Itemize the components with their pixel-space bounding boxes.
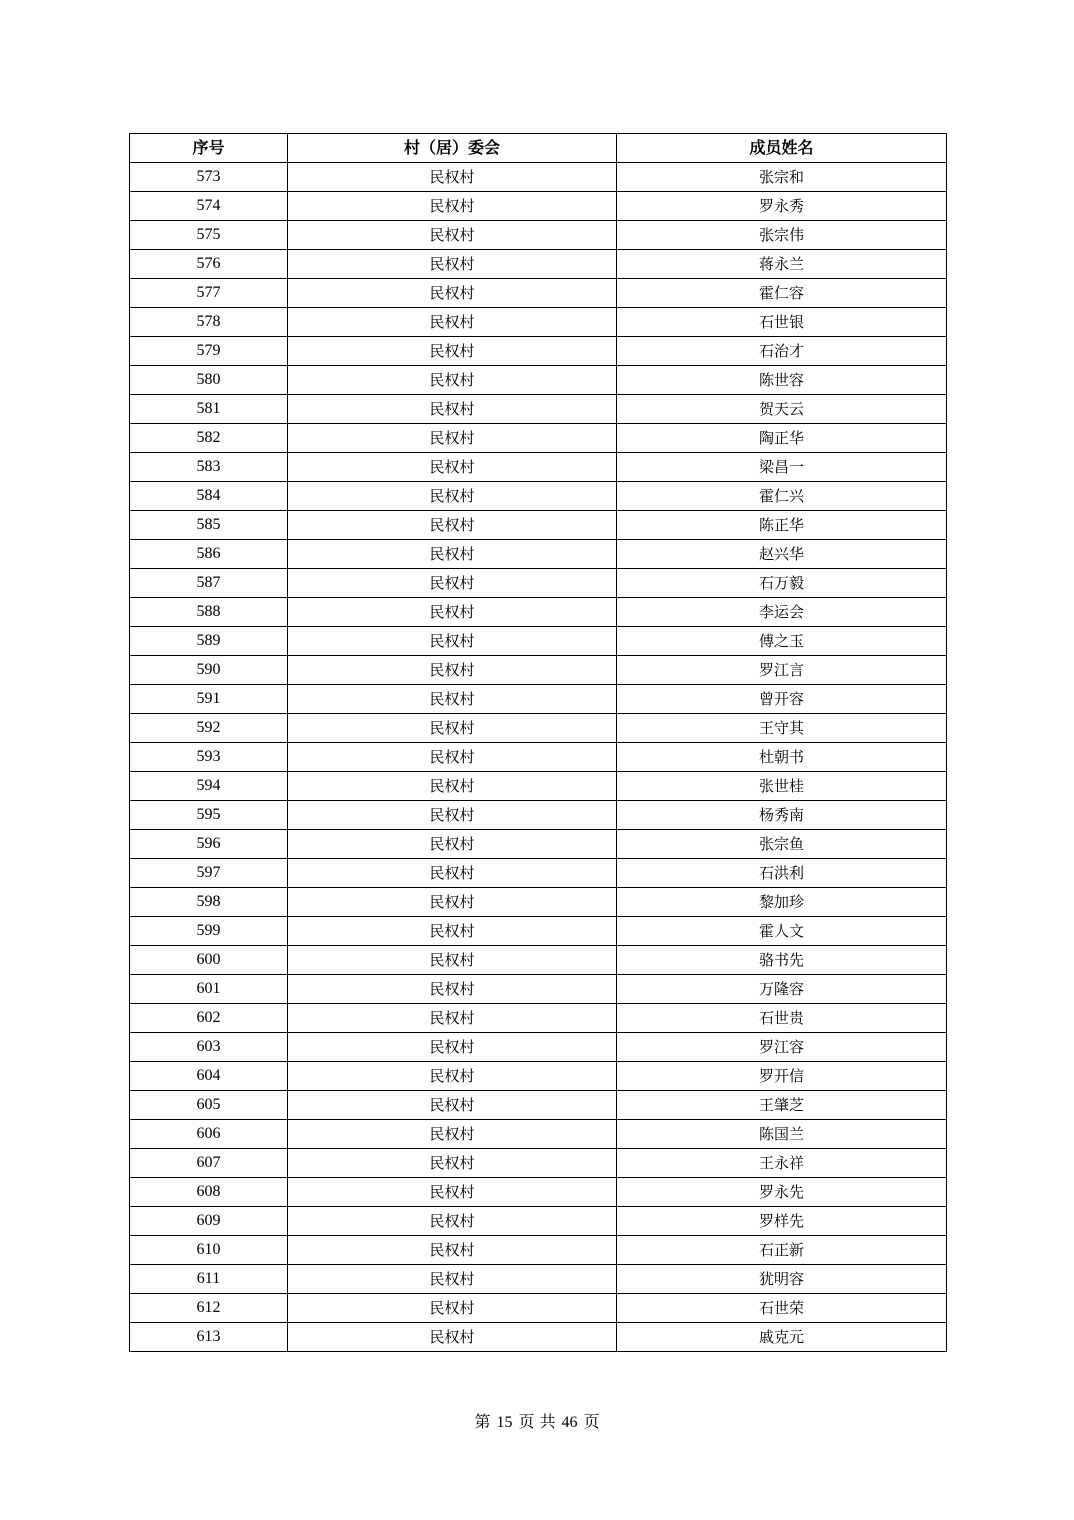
- cell-member-name: 王永祥: [617, 1149, 947, 1178]
- cell-member-name: 石正新: [617, 1236, 947, 1265]
- cell-serial-number: 581: [130, 395, 288, 424]
- table-row: [130, 598, 947, 627]
- cell-serial-number: 583: [130, 453, 288, 482]
- cell-member-name: 王守其: [617, 714, 947, 743]
- cell-serial-number: 580: [130, 366, 288, 395]
- cell-village-committee: 民权村: [288, 395, 617, 424]
- cell-village-committee: 民权村: [288, 1033, 617, 1062]
- table-row: [130, 1265, 947, 1294]
- footer-page-number: 15: [496, 1414, 513, 1431]
- cell-village-committee: 民权村: [288, 1323, 617, 1352]
- cell-village-committee: 民权村: [288, 1004, 617, 1033]
- cell-serial-number: 589: [130, 627, 288, 656]
- cell-village-committee: 民权村: [288, 1091, 617, 1120]
- table-row: [130, 1033, 947, 1062]
- cell-serial-number: 607: [130, 1149, 288, 1178]
- cell-serial-number: 601: [130, 975, 288, 1004]
- footer-total-pages: 46: [561, 1414, 578, 1431]
- table-row: [130, 337, 947, 366]
- cell-member-name: 杨秀南: [617, 801, 947, 830]
- cell-village-committee: 民权村: [288, 279, 617, 308]
- cell-village-committee: 民权村: [288, 221, 617, 250]
- table-row: [130, 685, 947, 714]
- cell-member-name: 罗开信: [617, 1062, 947, 1091]
- cell-village-committee: 民权村: [288, 1265, 617, 1294]
- cell-member-name: 曾开容: [617, 685, 947, 714]
- cell-serial-number: 595: [130, 801, 288, 830]
- cell-village-committee: 民权村: [288, 511, 617, 540]
- cell-village-committee: 民权村: [288, 1207, 617, 1236]
- table-row: [130, 395, 947, 424]
- cell-member-name: 石世贵: [617, 1004, 947, 1033]
- cell-serial-number: 613: [130, 1323, 288, 1352]
- table-row: [130, 946, 947, 975]
- cell-serial-number: 593: [130, 743, 288, 772]
- cell-village-committee: 民权村: [288, 685, 617, 714]
- table-row: [130, 279, 947, 308]
- cell-village-committee: 民权村: [288, 1149, 617, 1178]
- cell-member-name: 霍人文: [617, 917, 947, 946]
- cell-serial-number: 585: [130, 511, 288, 540]
- table-row: [130, 1062, 947, 1091]
- cell-village-committee: 民权村: [288, 859, 617, 888]
- cell-serial-number: 576: [130, 250, 288, 279]
- cell-village-committee: 民权村: [288, 569, 617, 598]
- cell-serial-number: 597: [130, 859, 288, 888]
- cell-serial-number: 604: [130, 1062, 288, 1091]
- table-row: [130, 743, 947, 772]
- cell-serial-number: 590: [130, 656, 288, 685]
- cell-serial-number: 605: [130, 1091, 288, 1120]
- cell-member-name: 贺天云: [617, 395, 947, 424]
- table-row: [130, 1004, 947, 1033]
- table-row: [130, 1236, 947, 1265]
- cell-member-name: 傅之玉: [617, 627, 947, 656]
- table-row: [130, 1323, 947, 1352]
- member-table: [129, 133, 947, 1352]
- table-row: [130, 627, 947, 656]
- header-member-name: 成员姓名: [617, 134, 947, 163]
- cell-member-name: 梁昌一: [617, 453, 947, 482]
- cell-serial-number: 603: [130, 1033, 288, 1062]
- cell-village-committee: 民权村: [288, 714, 617, 743]
- cell-member-name: 石治才: [617, 337, 947, 366]
- table-row: [130, 1120, 947, 1149]
- cell-member-name: 陈国兰: [617, 1120, 947, 1149]
- table-row: [130, 1294, 947, 1323]
- table-row: [130, 424, 947, 453]
- footer-middle: 页 共: [518, 1412, 556, 1431]
- cell-village-committee: 民权村: [288, 337, 617, 366]
- cell-serial-number: 599: [130, 917, 288, 946]
- cell-member-name: 杜朝书: [617, 743, 947, 772]
- cell-village-committee: 民权村: [288, 1062, 617, 1091]
- cell-member-name: 霍仁容: [617, 279, 947, 308]
- cell-member-name: 罗永先: [617, 1178, 947, 1207]
- cell-member-name: 张宗鱼: [617, 830, 947, 859]
- table-row: [130, 1091, 947, 1120]
- cell-village-committee: 民权村: [288, 598, 617, 627]
- cell-member-name: 戚克元: [617, 1323, 947, 1352]
- cell-member-name: 张世桂: [617, 772, 947, 801]
- cell-serial-number: 579: [130, 337, 288, 366]
- table-row: [130, 830, 947, 859]
- cell-village-committee: 民权村: [288, 627, 617, 656]
- table-row: [130, 888, 947, 917]
- table-row: [130, 308, 947, 337]
- cell-member-name: 张宗伟: [617, 221, 947, 250]
- cell-serial-number: 575: [130, 221, 288, 250]
- cell-member-name: 罗永秀: [617, 192, 947, 221]
- cell-serial-number: 610: [130, 1236, 288, 1265]
- table-body: [130, 163, 947, 1352]
- cell-village-committee: 民权村: [288, 250, 617, 279]
- table-row: [130, 366, 947, 395]
- table-row: [130, 1207, 947, 1236]
- cell-serial-number: 602: [130, 1004, 288, 1033]
- table-row: [130, 569, 947, 598]
- footer-suffix: 页: [583, 1412, 600, 1431]
- table-row: [130, 859, 947, 888]
- cell-member-name: 陈世容: [617, 366, 947, 395]
- cell-village-committee: 民权村: [288, 192, 617, 221]
- cell-member-name: 骆书先: [617, 946, 947, 975]
- cell-village-committee: 民权村: [288, 830, 617, 859]
- cell-serial-number: 611: [130, 1265, 288, 1294]
- cell-village-committee: 民权村: [288, 540, 617, 569]
- table-row: [130, 482, 947, 511]
- cell-serial-number: 596: [130, 830, 288, 859]
- cell-member-name: 王肇芝: [617, 1091, 947, 1120]
- cell-serial-number: 600: [130, 946, 288, 975]
- table-header-row: [130, 134, 947, 163]
- cell-village-committee: 民权村: [288, 1236, 617, 1265]
- cell-member-name: 陶正华: [617, 424, 947, 453]
- cell-serial-number: 577: [130, 279, 288, 308]
- cell-member-name: 犹明容: [617, 1265, 947, 1294]
- cell-village-committee: 民权村: [288, 801, 617, 830]
- cell-serial-number: 608: [130, 1178, 288, 1207]
- cell-village-committee: 民权村: [288, 772, 617, 801]
- cell-serial-number: 586: [130, 540, 288, 569]
- table-row: [130, 714, 947, 743]
- cell-member-name: 蒋永兰: [617, 250, 947, 279]
- table-row: [130, 975, 947, 1004]
- header-village-committee: 村（居）委会: [288, 134, 617, 163]
- header-serial-number: 序号: [130, 134, 288, 163]
- cell-member-name: 万隆容: [617, 975, 947, 1004]
- cell-village-committee: 民权村: [288, 424, 617, 453]
- cell-member-name: 石洪利: [617, 859, 947, 888]
- cell-village-committee: 民权村: [288, 1294, 617, 1323]
- cell-village-committee: 民权村: [288, 1178, 617, 1207]
- cell-member-name: 张宗和: [617, 163, 947, 192]
- cell-member-name: 霍仁兴: [617, 482, 947, 511]
- cell-village-committee: 民权村: [288, 453, 617, 482]
- table-row: [130, 540, 947, 569]
- cell-serial-number: 612: [130, 1294, 288, 1323]
- cell-village-committee: 民权村: [288, 917, 617, 946]
- footer-prefix: 第: [474, 1412, 491, 1431]
- cell-serial-number: 588: [130, 598, 288, 627]
- cell-village-committee: 民权村: [288, 946, 617, 975]
- cell-member-name: 石世银: [617, 308, 947, 337]
- cell-village-committee: 民权村: [288, 975, 617, 1004]
- table-row: [130, 221, 947, 250]
- cell-serial-number: 587: [130, 569, 288, 598]
- cell-village-committee: 民权村: [288, 163, 617, 192]
- table-row: [130, 453, 947, 482]
- cell-village-committee: 民权村: [288, 743, 617, 772]
- table-row: [130, 1178, 947, 1207]
- cell-village-committee: 民权村: [288, 308, 617, 337]
- table-row: [130, 511, 947, 540]
- page-footer: [0, 1409, 1074, 1432]
- cell-serial-number: 573: [130, 163, 288, 192]
- cell-village-committee: 民权村: [288, 482, 617, 511]
- table-row: [130, 656, 947, 685]
- cell-serial-number: 592: [130, 714, 288, 743]
- cell-member-name: 李运会: [617, 598, 947, 627]
- table-row: [130, 772, 947, 801]
- cell-member-name: 赵兴华: [617, 540, 947, 569]
- cell-member-name: 罗江容: [617, 1033, 947, 1062]
- table-row: [130, 1149, 947, 1178]
- table-row: [130, 163, 947, 192]
- cell-serial-number: 584: [130, 482, 288, 511]
- cell-member-name: 陈正华: [617, 511, 947, 540]
- cell-member-name: 黎加珍: [617, 888, 947, 917]
- cell-serial-number: 606: [130, 1120, 288, 1149]
- cell-member-name: 罗样先: [617, 1207, 947, 1236]
- cell-member-name: 石万毅: [617, 569, 947, 598]
- table-row: [130, 801, 947, 830]
- table-row: [130, 917, 947, 946]
- cell-village-committee: 民权村: [288, 366, 617, 395]
- cell-member-name: 石世荣: [617, 1294, 947, 1323]
- cell-member-name: 罗江言: [617, 656, 947, 685]
- cell-serial-number: 591: [130, 685, 288, 714]
- cell-serial-number: 582: [130, 424, 288, 453]
- cell-serial-number: 578: [130, 308, 288, 337]
- cell-serial-number: 598: [130, 888, 288, 917]
- cell-village-committee: 民权村: [288, 1120, 617, 1149]
- cell-serial-number: 574: [130, 192, 288, 221]
- cell-serial-number: 594: [130, 772, 288, 801]
- table-row: [130, 250, 947, 279]
- cell-serial-number: 609: [130, 1207, 288, 1236]
- cell-village-committee: 民权村: [288, 888, 617, 917]
- cell-village-committee: 民权村: [288, 656, 617, 685]
- table-row: [130, 192, 947, 221]
